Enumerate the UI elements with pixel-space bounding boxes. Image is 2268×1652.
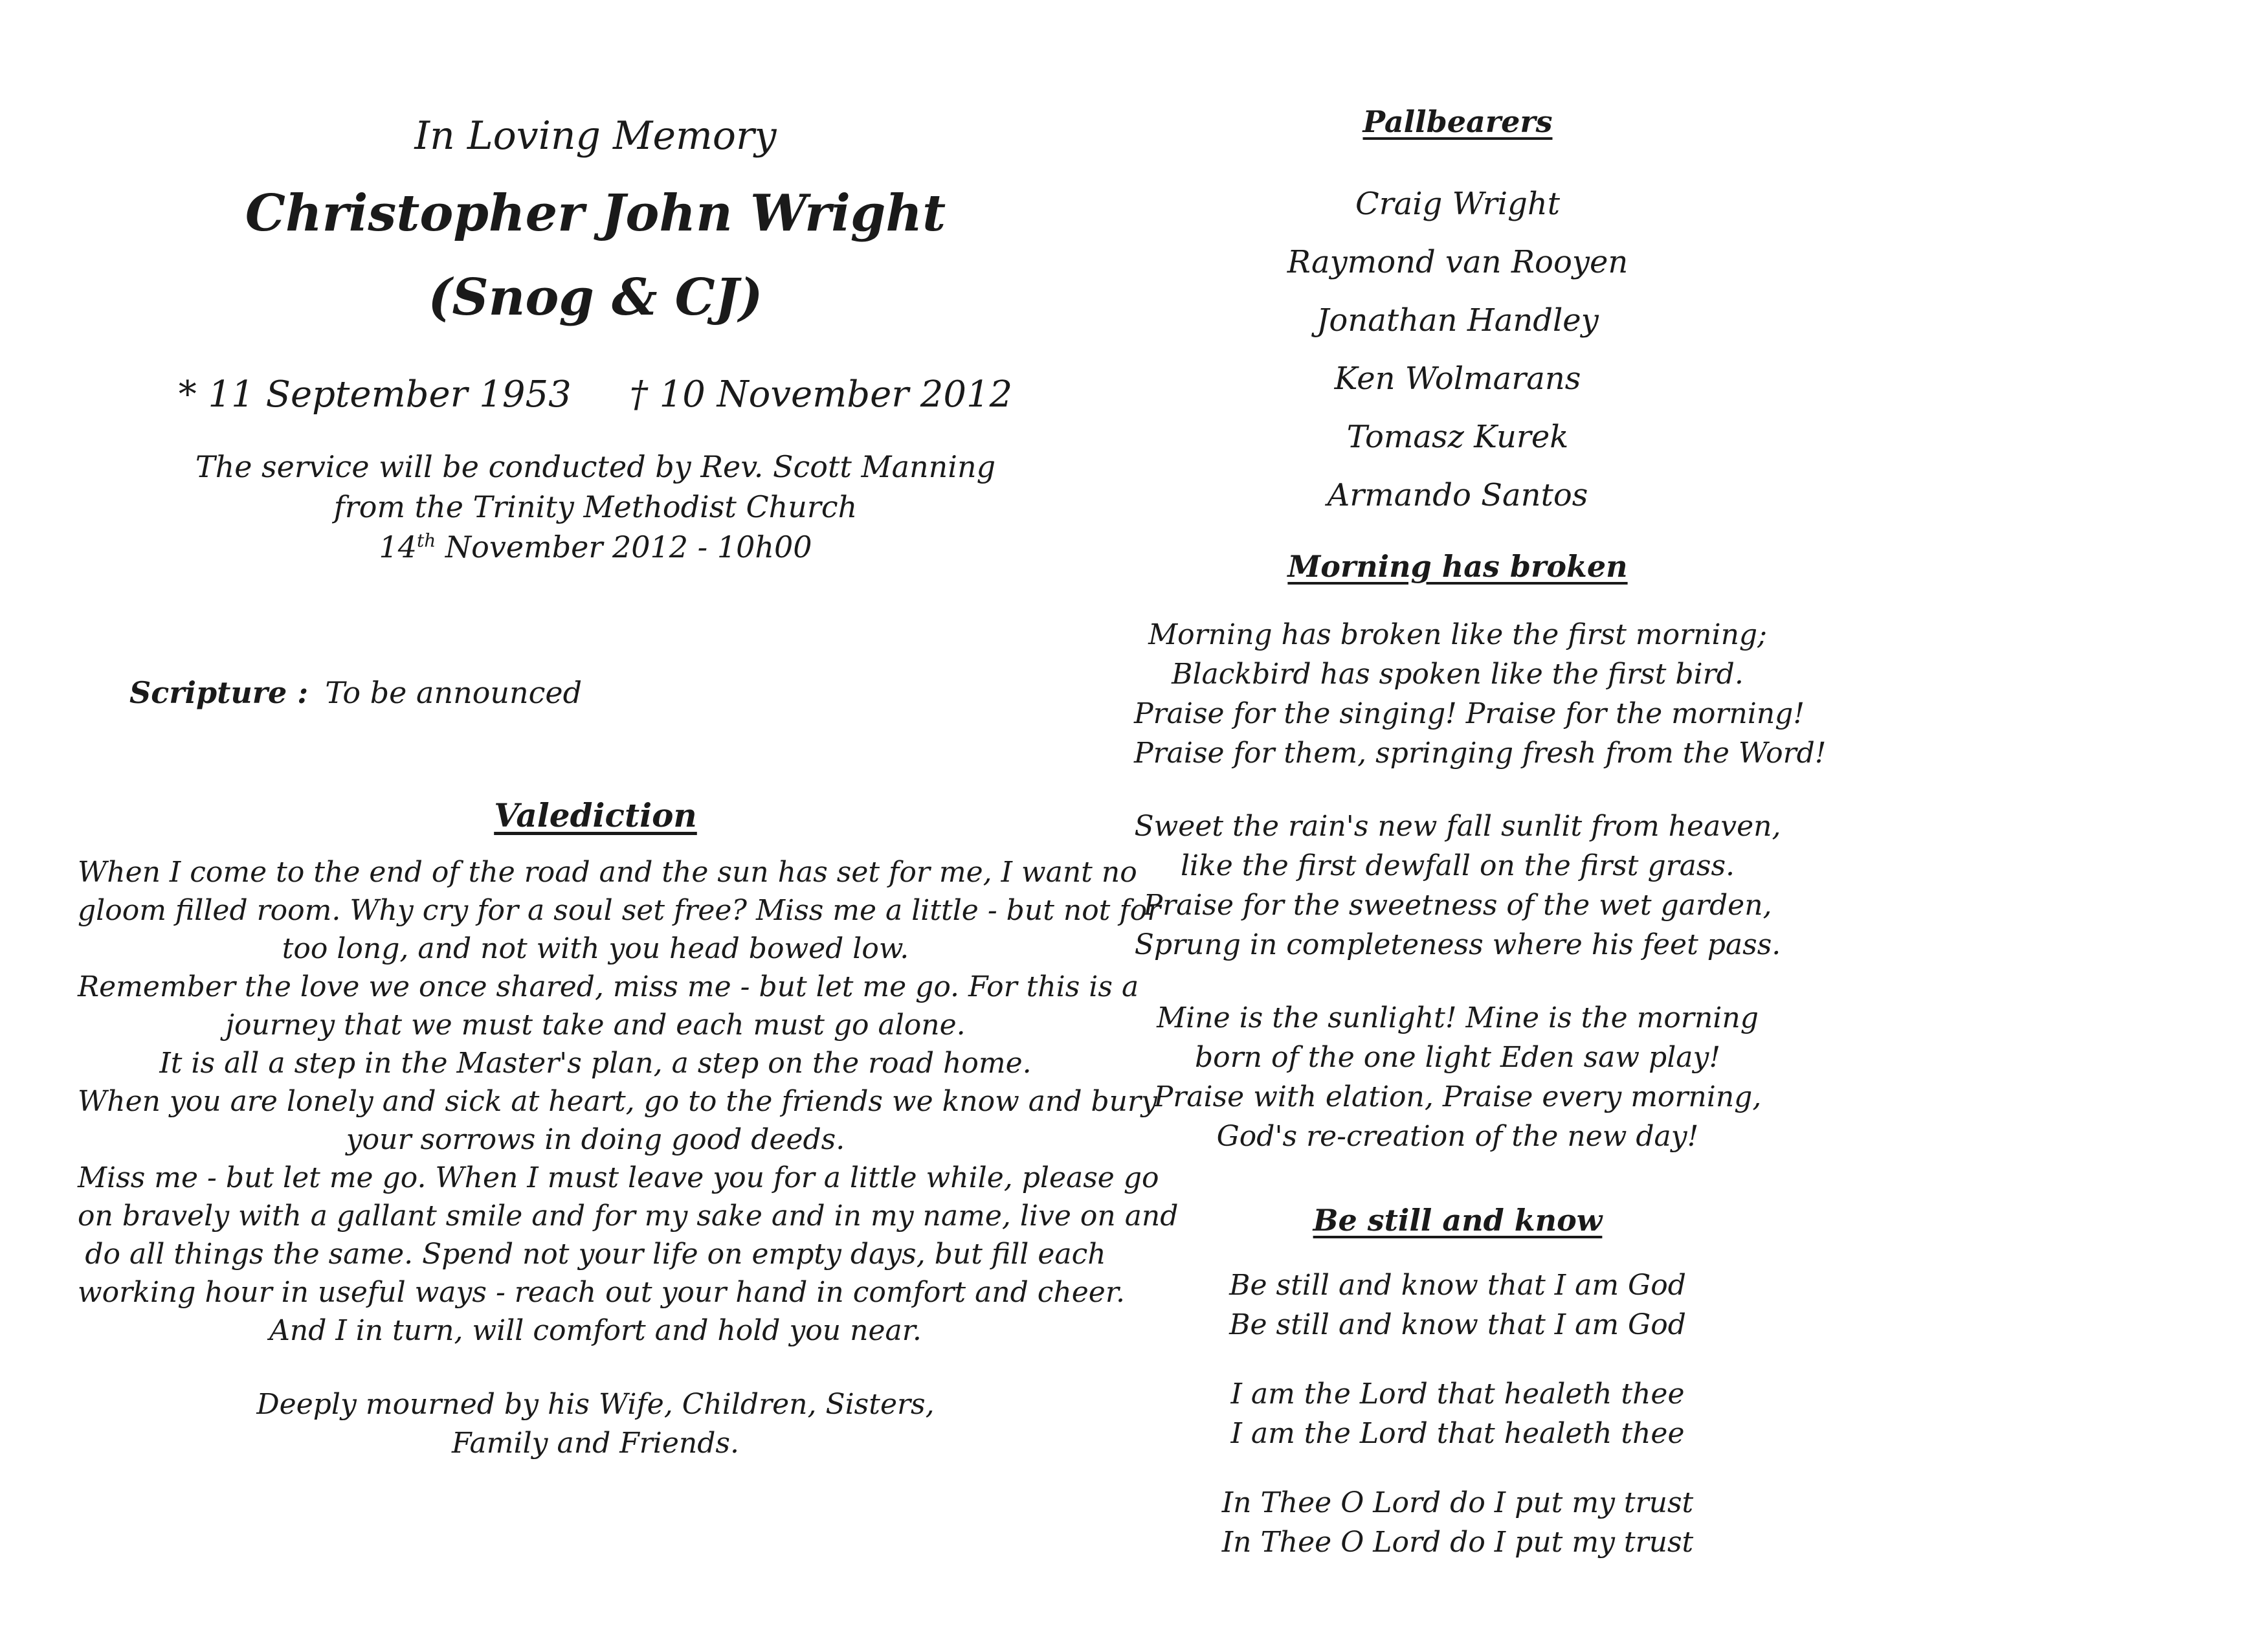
hymn-line: Morning has broken like the first morning; bbox=[1148, 618, 1767, 651]
hymn-line: I am the Lord that healeth thee bbox=[1230, 1378, 1685, 1411]
life-dates bbox=[0, 369, 1191, 421]
valediction-poem bbox=[78, 853, 1179, 1350]
valediction-line: your sorrows in doing good deeds. bbox=[346, 1123, 845, 1156]
hymn-line: Praise for the singing! Praise for the morning! bbox=[1134, 697, 1805, 730]
nicknames: (Snog & CJ) bbox=[428, 268, 763, 327]
valediction-line: When you are lonely and sick at heart, go to the friends we know and bury bbox=[78, 1085, 1157, 1118]
valediction-title: Valediction bbox=[494, 796, 697, 834]
hymn-line: In Thee O Lord do I put my trust bbox=[1221, 1486, 1694, 1519]
valediction-line: And I in turn, will comfort and hold you near. bbox=[269, 1314, 922, 1347]
pallbearer-name: Craig Wright bbox=[1355, 186, 1561, 222]
valediction-line: working hour in useful ways - reach out your hand in comfort and cheer. bbox=[78, 1276, 1126, 1309]
birth-symbol: * bbox=[178, 374, 197, 416]
hymn-line: I am the Lord that healeth thee bbox=[1230, 1417, 1685, 1450]
pallbearer-name: Armando Santos bbox=[1327, 477, 1588, 513]
valediction-line: It is all a step in the Master's plan, a step on the road home. bbox=[159, 1047, 1032, 1080]
hymn-line: Sweet the rain's new fall sunlit from heaven, bbox=[1134, 810, 1781, 843]
valediction-line: Miss me - but let me go. When I must leave you for a little while, please go bbox=[78, 1161, 1159, 1194]
service-line-2: from the Trinity Methodist Church bbox=[333, 489, 858, 524]
deceased-name: Christopher John Wright bbox=[245, 184, 946, 243]
hymn-stanza bbox=[1134, 1266, 1781, 1345]
hymn-stanza bbox=[1134, 615, 1827, 773]
pallbearer-name: Tomasz Kurek bbox=[1346, 419, 1569, 455]
hymn-line: In Thee O Lord do I put my trust bbox=[1221, 1526, 1694, 1559]
hymn-be-still-and-know bbox=[1134, 1266, 1781, 1592]
hymn-line: Be still and know that I am God bbox=[1229, 1308, 1686, 1341]
hymn-stanza bbox=[1134, 807, 1781, 965]
hymn-stanza bbox=[1134, 998, 1781, 1156]
hymn-line: Praise for the sweetness of the wet garden, bbox=[1143, 889, 1772, 922]
birth-date: 11 September 1953 bbox=[208, 374, 572, 416]
service-line-1: The service will be conducted by Rev. Scott Manning bbox=[195, 449, 996, 484]
hymn-line: Blackbird has spoken like the first bird. bbox=[1172, 658, 1744, 691]
death-date: 10 November 2012 bbox=[659, 374, 1013, 416]
valediction-line: Remember the love we once shared, miss me - but let me go. For this is a bbox=[78, 970, 1139, 1003]
mourned-line-2: Family and Friends. bbox=[452, 1427, 739, 1460]
pallbearer-name: Jonathan Handley bbox=[1317, 302, 1599, 339]
mourned-by bbox=[0, 1385, 1191, 1463]
pallbearers-title: Pallbearers bbox=[1362, 104, 1553, 139]
service-date: 14th November 2012 - 10h00 bbox=[379, 530, 812, 564]
valediction-line: do all things the same. Spend not your life on empty days, but fill each bbox=[85, 1238, 1106, 1271]
death-symbol: † bbox=[629, 374, 648, 416]
hymn-line: God's re-creation of the new day! bbox=[1216, 1120, 1699, 1153]
valediction-line: too long, and not with you head bowed low. bbox=[282, 932, 909, 965]
hymn-line: Be still and know that I am God bbox=[1229, 1269, 1686, 1302]
scripture bbox=[129, 670, 582, 715]
hymn-line: born of the one light Eden saw play! bbox=[1194, 1041, 1721, 1074]
valediction-line: gloom filled room. Why cry for a soul set free? Miss me a little - but not for bbox=[78, 894, 1161, 927]
hymn-line: Sprung in completeness where his feet pass. bbox=[1134, 928, 1781, 961]
pallbearer-name: Ken Wolmarans bbox=[1334, 361, 1581, 397]
hymn-stanza bbox=[1134, 1483, 1781, 1562]
scripture-value: To be announced bbox=[325, 675, 583, 710]
valediction-line: journey that we must take and each must go alone. bbox=[225, 1009, 966, 1042]
hymn-line: Praise with elation, Praise every morning, bbox=[1153, 1080, 1762, 1113]
valediction-line: on bravely with a gallant smile and for my sake and in my name, live on and bbox=[78, 1200, 1179, 1233]
pallbearer-list bbox=[1134, 175, 1781, 524]
hymn-stanza bbox=[1134, 1374, 1781, 1453]
hymn-line: like the first dewfall on the first grass. bbox=[1180, 849, 1735, 882]
mourned-line-1: Deeply mourned by his Wife, Children, Sisters, bbox=[256, 1388, 935, 1421]
service-details bbox=[0, 447, 1191, 567]
hymn-line: Mine is the sunlight! Mine is the morning bbox=[1157, 1001, 1759, 1034]
pallbearer-name: Raymond van Rooyen bbox=[1287, 244, 1629, 280]
memory-heading: In Loving Memory bbox=[414, 113, 777, 159]
hymn-title-be-still-and-know: Be still and know bbox=[1313, 1203, 1603, 1238]
hymn-title-morning-has-broken: Morning has broken bbox=[1287, 549, 1628, 584]
valediction-line: When I come to the end of the road and the sun has set for me, I want no bbox=[78, 856, 1137, 889]
hymn-morning-has-broken bbox=[1134, 615, 1827, 1190]
scripture-label: Scripture : bbox=[129, 675, 309, 710]
hymn-line: Praise for them, springing fresh from the Word! bbox=[1134, 737, 1827, 770]
